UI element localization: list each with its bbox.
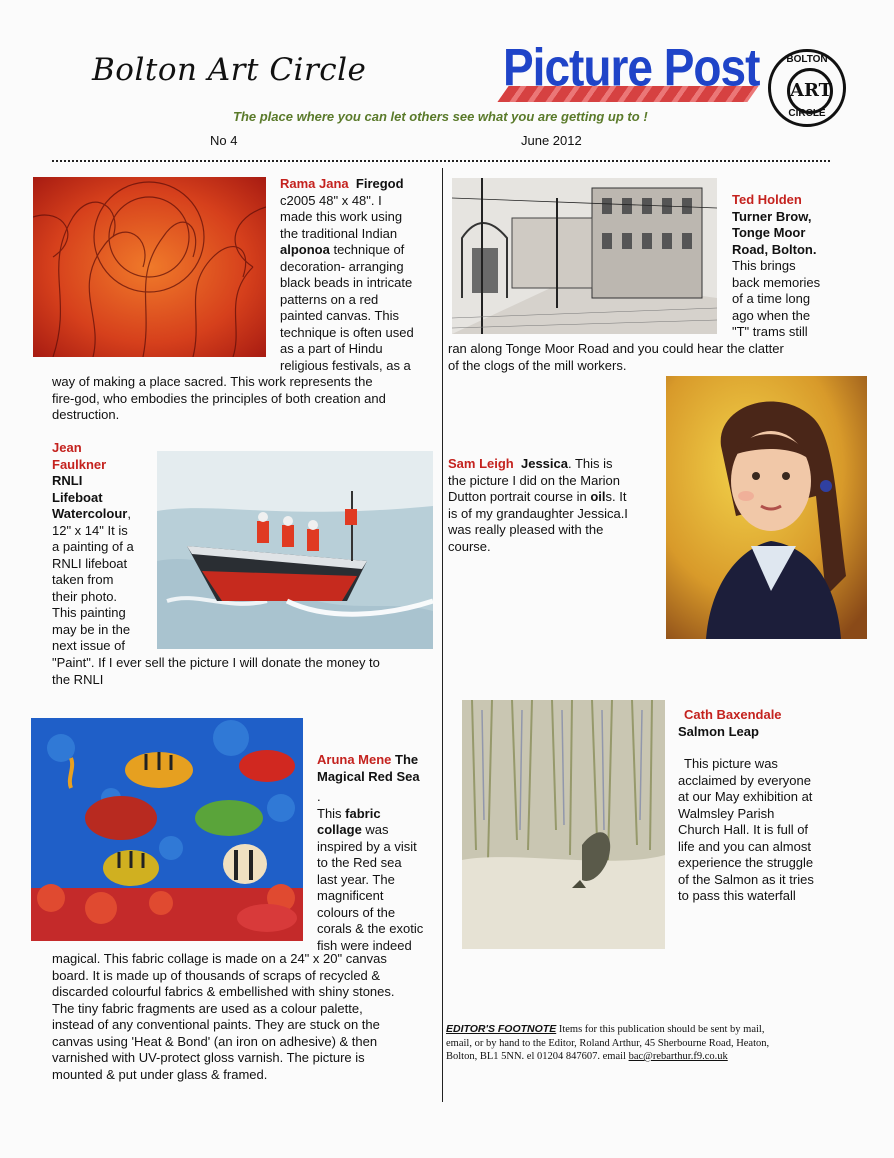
artist-name: Rama Jana xyxy=(280,176,349,191)
text-line: fire-god, who embodies the principles of both creation and xyxy=(52,390,386,406)
text-line: technique is often used xyxy=(280,324,414,340)
aruna-article-continued xyxy=(52,951,440,1083)
text-line: fish were indeed xyxy=(317,937,412,953)
text-line: . This is xyxy=(567,456,613,471)
text-line: corals & the exotic xyxy=(317,921,424,936)
rama-article xyxy=(280,176,440,374)
text-line: acclaimed by everyone xyxy=(678,772,811,788)
publication-title: Picture Post xyxy=(503,37,760,97)
footnote-text: email, or by hand to the Editor, Roland Arthur, 45 Sherbourne Road, Heaton, xyxy=(446,1037,770,1049)
column-divider xyxy=(442,168,443,1102)
artwork-title: Salmon Leap xyxy=(678,723,759,739)
artwork-title: The xyxy=(391,752,419,767)
text-line: as a part of Hindu xyxy=(280,341,383,356)
artwork-title: Watercolour xyxy=(52,506,128,521)
cath-article xyxy=(678,707,834,905)
text-line: their photo. xyxy=(52,588,118,604)
text-line: was xyxy=(361,822,389,837)
issue-number: No 4 xyxy=(210,133,238,148)
artist-name: Cath Baxendale xyxy=(684,707,782,722)
ted-article xyxy=(732,192,842,341)
text-line: at our May exhibition at xyxy=(678,789,813,804)
text-line: instead of any conventional paints. They are stuck on the xyxy=(52,1017,380,1032)
jean-article xyxy=(52,440,156,655)
text-line: was really pleased with the xyxy=(448,522,604,537)
text-line: back memories xyxy=(732,274,821,290)
text-line: way of making a place sacred. This work represents the xyxy=(52,374,373,389)
artist-name: Faulkner xyxy=(52,456,107,472)
text-line: Church Hall. It is full of xyxy=(678,822,809,837)
jessica-portrait xyxy=(666,376,867,639)
artwork-title: Jessica xyxy=(520,456,568,471)
ted-article-continued xyxy=(448,341,868,374)
text-line: technique of xyxy=(329,242,405,257)
text-line: mounted & put under glass & framed. xyxy=(52,1066,268,1082)
text-line: to pass this waterfall xyxy=(678,888,796,903)
text-line: ago when the xyxy=(732,307,811,323)
text-line: of a time long xyxy=(732,291,811,306)
text-line: Dutton portrait course in xyxy=(448,489,591,504)
text-line: course. xyxy=(448,538,491,554)
firegod-painting xyxy=(33,177,266,357)
text-line: next issue of xyxy=(52,638,125,653)
club-seal-logo xyxy=(768,49,846,127)
text-bold: fabric xyxy=(345,805,381,821)
seal-bottom-text: CIRCLE xyxy=(788,108,826,119)
lifeboat-painting xyxy=(157,451,433,649)
text-line: religious festivals, as a xyxy=(280,357,411,373)
text-line: , xyxy=(127,506,131,521)
text-line: ran along Tonge Moor Road and you could hear the clatter xyxy=(448,341,784,356)
issue-date: June 2012 xyxy=(521,133,582,148)
seal-top-text: BOLTON xyxy=(786,54,828,65)
text-line: the RNLI xyxy=(52,671,104,687)
text-line: This brings xyxy=(732,258,796,273)
text-line: of the clogs of the mill workers. xyxy=(448,357,627,373)
artwork-title: Tonge Moor xyxy=(732,225,806,240)
text-line: This painting xyxy=(52,605,126,620)
text-line: destruction. xyxy=(52,407,120,422)
artist-name: Ted Holden xyxy=(732,192,802,207)
text-line: varnished with UV-protect gloss varnish. The picture is xyxy=(52,1050,365,1065)
text-line: taken from xyxy=(52,572,114,587)
artwork-title: Turner Brow, xyxy=(732,208,812,224)
sam-article xyxy=(448,456,663,555)
editors-footnote xyxy=(446,1023,836,1064)
text-line: . xyxy=(317,789,321,804)
text-line: black beads in intricate xyxy=(280,275,413,290)
text-line: painted canvas. This xyxy=(280,308,399,323)
text-line: last year. The xyxy=(317,871,395,887)
text-line: colours of the xyxy=(317,904,396,920)
turner-brow-drawing xyxy=(452,178,717,334)
text-line: may be in the xyxy=(52,621,131,637)
text-line: RNLI lifeboat xyxy=(52,555,128,571)
text-line: "Paint". If I ever sell the picture I will donate the money to xyxy=(52,655,380,670)
text-line: Walmsley Parish xyxy=(678,805,775,821)
text-line: s. It xyxy=(605,489,627,504)
text-line: life and you can almost xyxy=(678,838,811,854)
text-line: This xyxy=(317,805,346,821)
text-line: the picture I did on the Marion xyxy=(448,472,620,488)
text-line: is of my grandaughter Jessica.I xyxy=(448,505,628,521)
text-line: inspired by a visit xyxy=(317,838,417,854)
artist-name: Sam Leigh xyxy=(448,456,514,471)
seal-center-text: ART xyxy=(787,68,833,114)
rama-article-continued xyxy=(52,374,437,424)
text-line: canvas using 'Heat & Bond' (an iron on adhesive) & then xyxy=(52,1033,378,1049)
header-divider xyxy=(52,160,830,162)
text-line: a painting of a xyxy=(52,539,134,554)
artwork-title: Lifeboat xyxy=(52,489,103,505)
text-line: magnificent xyxy=(317,888,384,903)
text-bold: collage xyxy=(317,822,362,837)
artist-name: Aruna Mene xyxy=(317,752,392,767)
text-line: 12" x 14" It is xyxy=(52,522,128,538)
red-sea-collage xyxy=(31,718,303,941)
artwork-title: Firegod xyxy=(355,176,404,191)
text-line: discarded colourful fabrics & embellished with shiny stones. xyxy=(52,984,395,999)
salmon-leap-painting xyxy=(462,700,665,949)
text-bold: oil xyxy=(590,489,606,504)
jean-article-continued xyxy=(52,655,437,688)
artwork-title: Magical Red Sea xyxy=(317,768,420,784)
text-line: board. It is made up of thousands of scraps of recycled & xyxy=(52,967,381,983)
text-line: The tiny fabric fragments are used as a colour palette, xyxy=(52,1000,363,1016)
email-link[interactable]: bac@rebarthur.f9.co.uk xyxy=(628,1051,728,1062)
text-line: "T" trams still xyxy=(732,324,808,339)
footnote-text: Items for this publication should be sent by mail, xyxy=(556,1024,765,1035)
artist-name: Jean xyxy=(52,440,82,455)
text-line: c2005 48" x 48". I xyxy=(280,192,382,208)
aruna-article xyxy=(317,752,439,954)
text-line: made this work using xyxy=(280,209,403,224)
footnote-text: Bolton, BL1 5NN. el 01204 847607. email xyxy=(446,1051,629,1062)
artwork-title: RNLI xyxy=(52,473,83,488)
text-line: the traditional Indian xyxy=(280,225,398,241)
club-name: Bolton Art Circle xyxy=(92,52,367,88)
text-line: patterns on a red xyxy=(280,291,379,307)
text-line: to the Red sea xyxy=(317,855,402,870)
text-line: decoration- arranging xyxy=(280,258,404,274)
text-line: experience the struggle xyxy=(678,855,814,870)
text-line: This picture was xyxy=(684,756,778,771)
text-line: of the Salmon as it tries xyxy=(678,871,814,887)
tagline: The place where you can let others see what you are getting up to ! xyxy=(233,109,648,124)
footnote-label: EDITOR'S FOOTNOTE xyxy=(446,1023,557,1035)
text-line: magical. This fabric collage is made on a 24" x 20" canvas xyxy=(52,951,387,966)
text-bold: alponoa xyxy=(280,242,330,257)
artwork-title: Road, Bolton. xyxy=(732,241,817,257)
